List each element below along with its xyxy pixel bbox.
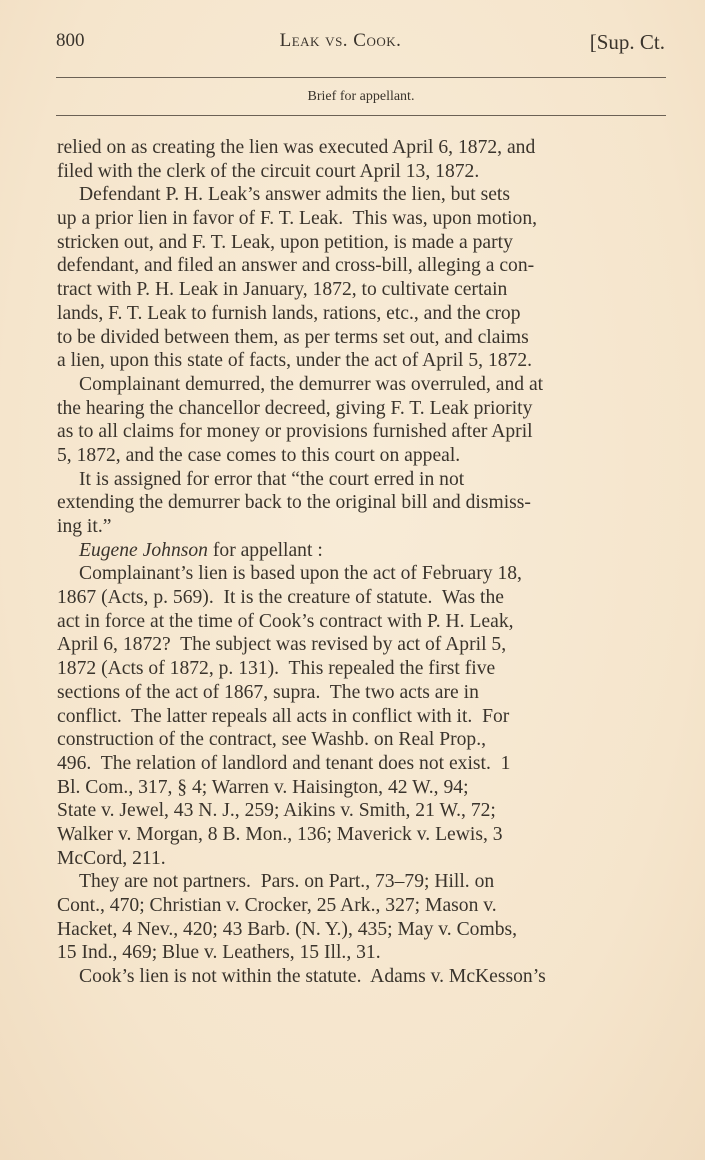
text-line: to be divided between them, as per terms set out, and claims <box>57 326 529 348</box>
text-line: Walker v. Morgan, 8 B. Mon., 136; Maverick v. Lewis, 3 <box>57 823 503 845</box>
text-line: Cont., 470; Christian v. Crocker, 25 Ark., 327; Mason v. <box>57 895 497 916</box>
text-line: construction of the contract, see Washb. on Real Prop., <box>57 729 487 751</box>
text-line: Complainant demurred, the demurrer was overruled, and at <box>79 373 544 395</box>
header-rule-bottom <box>56 115 666 116</box>
text-line: 1872 (Acts of 1872, p. 131). This repealed the first five <box>57 658 496 680</box>
text-line: 5, 1872, and the case comes to this court on appeal. <box>57 444 461 466</box>
body-text <box>57 136 665 989</box>
page-number: 800 <box>56 30 85 51</box>
text-line: State v. Jewel, 43 N. J., 259; Aikins v. Smith, 21 W., 72; <box>57 800 496 822</box>
text-line: a lien, upon this state of facts, under the act of April 5, 1872. <box>57 350 533 372</box>
text-line: 1867 (Acts, p. 569). It is the creature of statute. Was the <box>57 587 504 609</box>
text-line: Defendant P. H. Leak’s answer admits the lien, but sets <box>79 184 510 206</box>
text-line: stricken out, and F. T. Leak, upon petition, is made a party <box>57 231 513 253</box>
text-line: as to all claims for money or provisions furnished after April <box>57 421 533 443</box>
text-line: lands, F. T. Leak to furnish lands, rations, etc., and the crop <box>57 302 521 324</box>
header-rule-top <box>56 77 666 78</box>
text-line: relied on as creating the lien was executed April 6, 1872, and <box>57 137 536 158</box>
text-line: filed with the clerk of the circuit court April 13, 1872. <box>57 160 480 182</box>
text-line: tract with P. H. Leak in January, 1872, to cultivate certain <box>57 279 508 301</box>
running-head <box>56 30 665 60</box>
text-line: It is assigned for error that “the court erred in not <box>79 468 465 490</box>
counsel-role: for appellant : <box>207 539 323 561</box>
text-line: 15 Ind., 469; Blue v. Leathers, 15 Ill., 31. <box>57 942 381 964</box>
text-line: sections of the act of 1867, supra. The two acts are in <box>57 681 479 703</box>
section-subheading: Brief for appellant. <box>307 89 415 104</box>
text-line: They are not partners. Pars. on Part., 73–79; Hill. on <box>79 871 495 893</box>
text-line: the hearing the chancellor decreed, giving F. T. Leak priority <box>57 397 533 419</box>
text-line: act in force at the time of Cook’s contract with P. H. Leak, <box>57 610 514 632</box>
text-line: extending the demurrer back to the original bill and dismiss- <box>57 492 531 514</box>
running-title: Leak vs. Cook. <box>279 30 402 51</box>
text-line <box>57 539 665 563</box>
text-line: ing it.” <box>57 516 112 537</box>
text-line: Cook’s lien is not within the statute. Adams v. McKesson’s <box>79 966 546 988</box>
text-line: conflict. The latter repeals all acts in conflict with it. For <box>57 705 510 727</box>
court-label: [Sup. Ct. <box>589 30 665 54</box>
text-line: McCord, 211. <box>57 847 166 869</box>
text-line: defendant, and filed an answer and cross-bill, alleging a con- <box>57 255 535 277</box>
text-line: Complainant’s lien is based upon the act of February 18, <box>79 563 522 585</box>
text-line: 496. The relation of landlord and tenant does not exist. 1 <box>57 752 511 774</box>
text-line: up a prior lien in favor of F. T. Leak. This was, upon motion, <box>57 208 538 230</box>
text-line: Bl. Com., 317, § 4; Warren v. Haisington, 42 W., 94; <box>57 776 469 798</box>
counsel-name: Eugene Johnson <box>79 539 208 561</box>
text-line: April 6, 1872? The subject was revised by act of April 5, <box>57 634 507 656</box>
text-line: Hacket, 4 Nev., 420; 43 Barb. (N. Y.), 435; May v. Combs, <box>57 918 518 940</box>
